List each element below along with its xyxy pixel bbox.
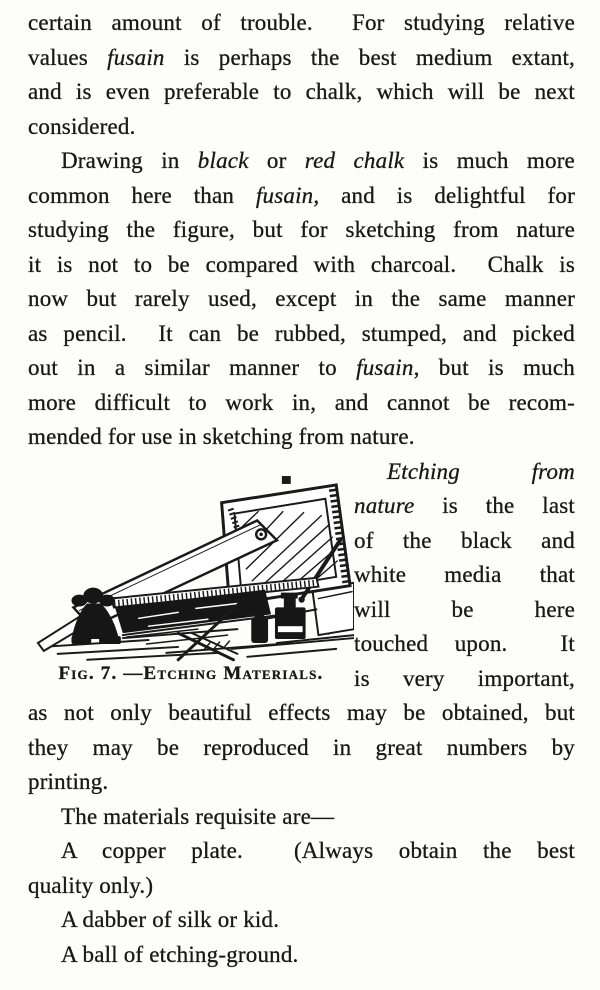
text-line: A ball of etching-ground. — [61, 941, 299, 967]
text-line: mended for use in sketching from nature. — [28, 424, 415, 449]
text-line: values fusain is perhaps the best medium extant, — [28, 44, 575, 70]
text-line: certain amount of trouble. For studying relative — [28, 10, 575, 35]
list-item-copper-plate — [28, 834, 575, 903]
text-line: A copper plate. (Always obtain the best — [61, 838, 575, 863]
text-line: studying the figure, but for sketching from nature — [28, 217, 575, 242]
text-line: more difficult to work in, and cannot be recom- — [28, 389, 575, 415]
text-line: quality only.) — [28, 872, 154, 898]
figure-etching-materials — [28, 455, 354, 687]
text-line: out in a similar manner to fusain, but is much — [28, 355, 575, 380]
paragraph-materials-intro — [28, 800, 575, 835]
text-line: common here than fusain, and is delightful for — [28, 182, 575, 208]
paragraph-chalk — [28, 144, 575, 455]
figure-caption: Fig. 7. —Etching Materials. — [58, 662, 324, 684]
text-line: Drawing in black or red chalk is much more — [61, 148, 575, 173]
list-item-dabber — [28, 903, 575, 938]
paragraph-etching-column — [354, 455, 575, 697]
text-line: they may be reproduced in great numbers by — [28, 734, 575, 760]
paragraph-etching-rest — [28, 696, 575, 800]
etching-press-illustration — [28, 459, 354, 663]
text-line: The materials requisite are— — [61, 803, 335, 829]
text-line: white media that — [354, 562, 575, 587]
text-line: and is even preferable to chalk, which will be next — [28, 79, 575, 104]
text-line: is very important, — [354, 665, 575, 691]
text-line: A dabber of silk or kid. — [61, 907, 280, 932]
list-item-etching-ground — [28, 938, 575, 973]
text-line: nature is the last — [354, 493, 575, 518]
text-line: will be here — [354, 596, 575, 622]
text-line: of the black and — [354, 527, 575, 553]
paragraph-fusain-continuation — [28, 6, 575, 144]
text-line: Etching from — [387, 458, 575, 484]
text-line: considered. — [28, 113, 136, 139]
text-line: printing. — [28, 769, 109, 794]
text-line: now but rarely used, except in the same manner — [28, 286, 575, 311]
text-line: as not only beautiful effects may be obtained, but — [28, 700, 575, 725]
text-line: touched upon. It — [354, 631, 575, 656]
text-line: it is not to be compared with charcoal. Chalk is — [28, 251, 575, 277]
text-line: as pencil. It can be rubbed, stumped, and picked — [28, 320, 575, 346]
figure-row — [28, 455, 575, 697]
